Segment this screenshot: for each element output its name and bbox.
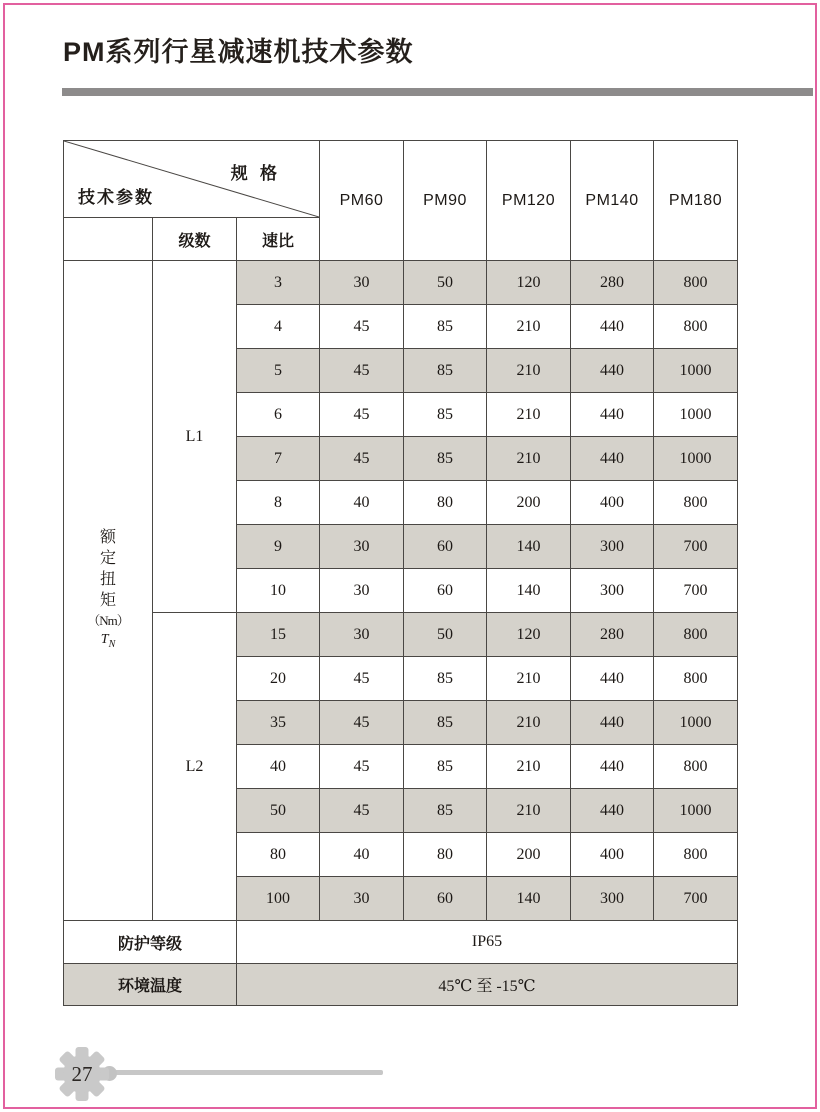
value-cell: 210 <box>487 701 571 745</box>
value-cell: 45 <box>320 657 404 701</box>
value-cell: 60 <box>404 877 487 921</box>
value-cell: 800 <box>654 745 738 789</box>
value-cell: 440 <box>571 349 654 393</box>
ratio-cell: 7 <box>237 437 320 481</box>
gear-icon <box>54 1046 110 1102</box>
table-row <box>64 261 738 305</box>
ratio-cell: 4 <box>237 305 320 349</box>
page-title: PM系列行星减速机技术参数 <box>63 37 414 67</box>
value-cell: 50 <box>404 613 487 657</box>
value-cell: 45 <box>320 789 404 833</box>
value-cell: 200 <box>487 481 571 525</box>
table-row <box>64 613 738 657</box>
value-cell: 85 <box>404 701 487 745</box>
ratio-cell: 8 <box>237 481 320 525</box>
value-cell: 300 <box>571 877 654 921</box>
value-cell: 30 <box>320 261 404 305</box>
value-cell: 700 <box>654 877 738 921</box>
value-cell: 45 <box>320 305 404 349</box>
value-cell: 440 <box>571 789 654 833</box>
protection-row <box>64 921 738 964</box>
ratio-cell: 6 <box>237 393 320 437</box>
ratio-cell: 80 <box>237 833 320 877</box>
value-cell: 45 <box>320 745 404 789</box>
ratio-cell: 10 <box>237 569 320 613</box>
value-cell: 1000 <box>654 349 738 393</box>
value-cell: 440 <box>571 393 654 437</box>
stage-cell-l2: L2 <box>153 613 237 921</box>
value-cell: 45 <box>320 437 404 481</box>
page-number: 27 <box>71 1062 93 1086</box>
value-cell: 280 <box>571 613 654 657</box>
value-cell: 45 <box>320 701 404 745</box>
value-cell: 140 <box>487 877 571 921</box>
value-cell: 85 <box>404 305 487 349</box>
model-header: PM90 <box>404 141 487 261</box>
value-cell: 30 <box>320 525 404 569</box>
value-cell: 440 <box>571 701 654 745</box>
value-cell: 80 <box>404 481 487 525</box>
value-cell: 210 <box>487 393 571 437</box>
protection-value: IP65 <box>237 921 738 964</box>
value-cell: 85 <box>404 437 487 481</box>
corner-cell <box>64 141 320 218</box>
value-cell: 800 <box>654 261 738 305</box>
value-cell: 45 <box>320 393 404 437</box>
value-cell: 85 <box>404 393 487 437</box>
value-cell: 440 <box>571 305 654 349</box>
empty-header-cell <box>64 218 153 261</box>
model-header: PM140 <box>571 141 654 261</box>
corner-spec-label: 规 格 <box>230 164 281 183</box>
value-cell: 800 <box>654 481 738 525</box>
temperature-value: 45℃ 至 -15℃ <box>237 964 738 1006</box>
stage-cell-l1: L1 <box>153 261 237 613</box>
stage-header-cell: 级数 <box>153 218 237 261</box>
value-cell: 700 <box>654 525 738 569</box>
ratio-cell: 3 <box>237 261 320 305</box>
ratio-cell: 100 <box>237 877 320 921</box>
value-cell: 1000 <box>654 393 738 437</box>
ratio-cell: 9 <box>237 525 320 569</box>
value-cell: 140 <box>487 569 571 613</box>
value-cell: 440 <box>571 745 654 789</box>
value-cell: 40 <box>320 481 404 525</box>
page-number-gear <box>54 1046 110 1102</box>
footer-line <box>112 1070 383 1075</box>
value-cell: 210 <box>487 789 571 833</box>
spec-table <box>63 140 738 1006</box>
title-underline-bar <box>62 88 813 96</box>
value-cell: 300 <box>571 569 654 613</box>
value-cell: 300 <box>571 525 654 569</box>
value-cell: 120 <box>487 613 571 657</box>
value-cell: 800 <box>654 833 738 877</box>
value-cell: 210 <box>487 437 571 481</box>
ratio-cell: 40 <box>237 745 320 789</box>
model-header: PM180 <box>654 141 738 261</box>
header-row-1 <box>64 141 738 218</box>
value-cell: 1000 <box>654 789 738 833</box>
value-cell: 1000 <box>654 701 738 745</box>
value-cell: 210 <box>487 657 571 701</box>
value-cell: 280 <box>571 261 654 305</box>
value-cell: 440 <box>571 437 654 481</box>
value-cell: 210 <box>487 745 571 789</box>
torque-label: 额 定 扭 矩 （Nm） $T_N$ <box>87 529 129 650</box>
value-cell: 30 <box>320 613 404 657</box>
ratio-cell: 15 <box>237 613 320 657</box>
ratio-cell: 5 <box>237 349 320 393</box>
value-cell: 30 <box>320 877 404 921</box>
value-cell: 60 <box>404 525 487 569</box>
value-cell: 800 <box>654 305 738 349</box>
value-cell: 40 <box>320 833 404 877</box>
value-cell: 120 <box>487 261 571 305</box>
model-header: PM120 <box>487 141 571 261</box>
value-cell: 85 <box>404 349 487 393</box>
value-cell: 400 <box>571 833 654 877</box>
value-cell: 80 <box>404 833 487 877</box>
torque-label-cell <box>64 261 153 921</box>
ratio-cell: 20 <box>237 657 320 701</box>
ratio-cell: 35 <box>237 701 320 745</box>
temperature-row <box>64 964 738 1006</box>
temperature-label: 环境温度 <box>64 964 237 1006</box>
value-cell: 85 <box>404 657 487 701</box>
value-cell: 1000 <box>654 437 738 481</box>
ratio-cell: 50 <box>237 789 320 833</box>
ratio-header-cell: 速比 <box>237 218 320 261</box>
value-cell: 400 <box>571 481 654 525</box>
value-cell: 85 <box>404 789 487 833</box>
value-cell: 60 <box>404 569 487 613</box>
value-cell: 45 <box>320 349 404 393</box>
protection-label: 防护等级 <box>64 921 237 964</box>
value-cell: 85 <box>404 745 487 789</box>
value-cell: 210 <box>487 349 571 393</box>
value-cell: 440 <box>571 657 654 701</box>
value-cell: 800 <box>654 657 738 701</box>
value-cell: 30 <box>320 569 404 613</box>
corner-param-label: 技术参数 <box>78 188 154 207</box>
value-cell: 200 <box>487 833 571 877</box>
value-cell: 700 <box>654 569 738 613</box>
model-header: PM60 <box>320 141 404 261</box>
value-cell: 140 <box>487 525 571 569</box>
value-cell: 210 <box>487 305 571 349</box>
value-cell: 50 <box>404 261 487 305</box>
value-cell: 800 <box>654 613 738 657</box>
